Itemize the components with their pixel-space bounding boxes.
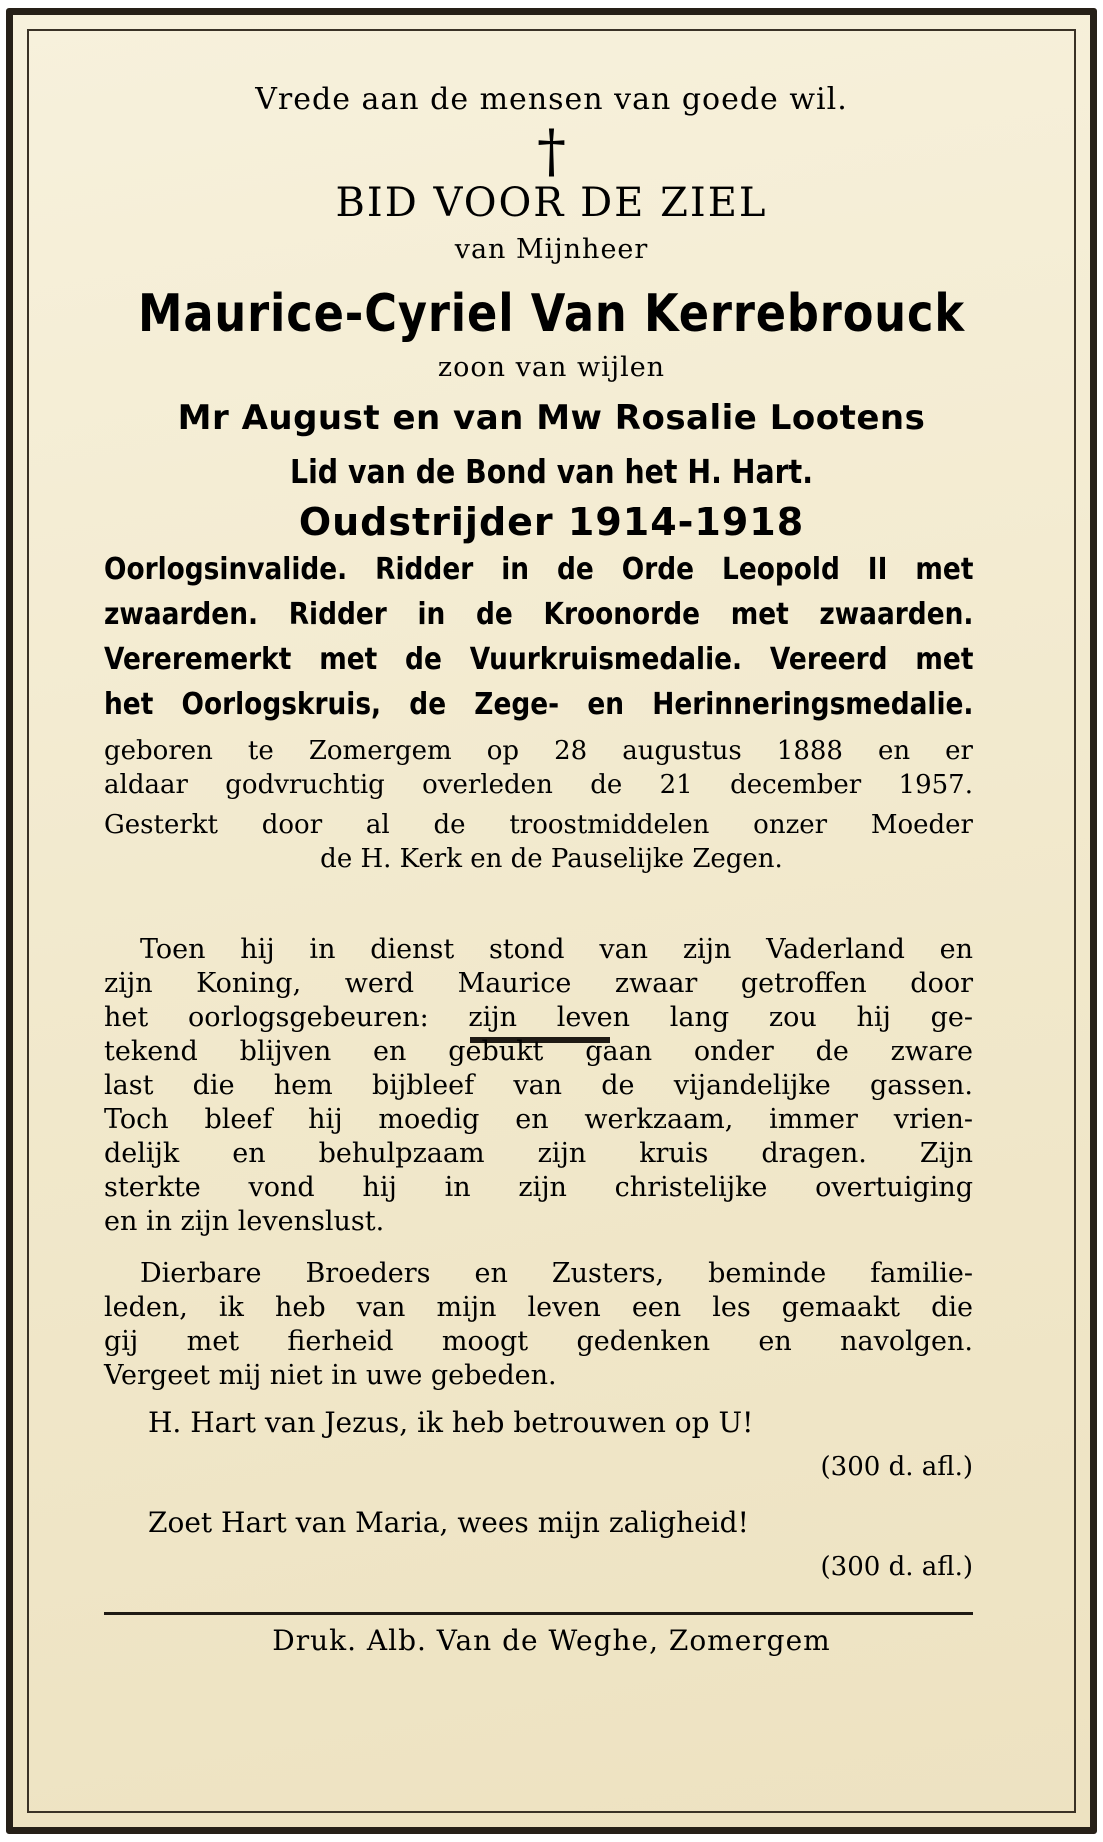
prayer-line: Zoet Hart van Maria, wees mijn zaligheid! bbox=[148, 1506, 749, 1539]
sacraments-line: de H. Kerk en de Pauselijke Zegen. bbox=[320, 844, 783, 874]
honors-line: zwaarden. Ridder in de Kroonorde met zwaarden. bbox=[104, 597, 974, 632]
paragraph-line: en in zijn levenslust. bbox=[104, 1206, 385, 1237]
heading: BID VOOR DE ZIEL bbox=[335, 180, 768, 226]
paragraph-line: Dierbare Broeders en Zusters, beminde familie- bbox=[140, 1258, 973, 1289]
sacraments-line: Gesterkt door al de troostmiddelen onzer Moeder bbox=[104, 810, 973, 840]
death-line: aldaar godvruchtig overleden de 21 december 1957. bbox=[104, 770, 973, 800]
honors-line: Vereremerkt met de Vuurkruismedalie. Vereerd met bbox=[104, 642, 974, 677]
honors-line: Oorlogsinvalide. Ridder in de Orde Leopold II met bbox=[104, 552, 974, 587]
paragraph-line: Toen hij in dienst stond van zijn Vaderland en bbox=[140, 934, 973, 965]
birth-line: geboren te Zomergem op 28 augustus 1888 en er bbox=[104, 736, 973, 766]
paragraph-line: het oorlogsgebeuren: zijn leven lang zou hij ge- bbox=[104, 1002, 973, 1033]
member-line: Lid van de Bond van het H. Hart. bbox=[289, 452, 814, 491]
honorific: van Mijnheer bbox=[454, 234, 649, 265]
prayer-line: H. Hart van Jezus, ik heb betrouwen op U! bbox=[148, 1406, 754, 1439]
honors-line: het Oorlogskruis, de Zege- en Herinneringsmedalie. bbox=[104, 687, 974, 722]
cross-icon: † bbox=[537, 117, 566, 185]
indulgence-note: (300 d. afl.) bbox=[820, 1452, 973, 1482]
printer-credit: Druk. Alb. Van de Weghe, Zomergem bbox=[272, 1624, 831, 1657]
paragraph-line: gij met fierheid moogt gedenken en navolgen. bbox=[104, 1326, 973, 1357]
motto: Vrede aan de mensen van goede wil. bbox=[255, 82, 848, 117]
paragraph-line: zijn Koning, werd Maurice zwaar getroffen door bbox=[104, 968, 973, 999]
son-of: zoon van wijlen bbox=[437, 352, 666, 383]
footer-rule bbox=[104, 1612, 973, 1615]
paragraph-line: sterkte vond hij in zijn christelijke overtuiging bbox=[104, 1172, 973, 1203]
paragraph-line: leden, ik heb van mijn leven een les gemaakt die bbox=[104, 1292, 973, 1323]
paragraph-line: Vergeet mij niet in uwe gebeden. bbox=[104, 1360, 557, 1391]
paragraph-line: Toch bleef hij moedig en werkzaam, immer vrien- bbox=[104, 1104, 973, 1135]
veteran-line: Oudstrijder 1914-1918 bbox=[298, 500, 805, 544]
paragraph-line: last die hem bijbleef van de vijandelijke gassen. bbox=[104, 1070, 973, 1101]
indulgence-note: (300 d. afl.) bbox=[820, 1552, 973, 1582]
parents: Mr August en van Mw Rosalie Lootens bbox=[177, 398, 926, 438]
deceased-name: Maurice-Cyriel Van Kerrebrouck bbox=[138, 284, 965, 344]
paragraph-line: delijk en behulpzaam zijn kruis dragen. Zijn bbox=[104, 1138, 973, 1169]
paragraph-line: tekend blijven en gebukt gaan onder de zware bbox=[104, 1036, 973, 1067]
